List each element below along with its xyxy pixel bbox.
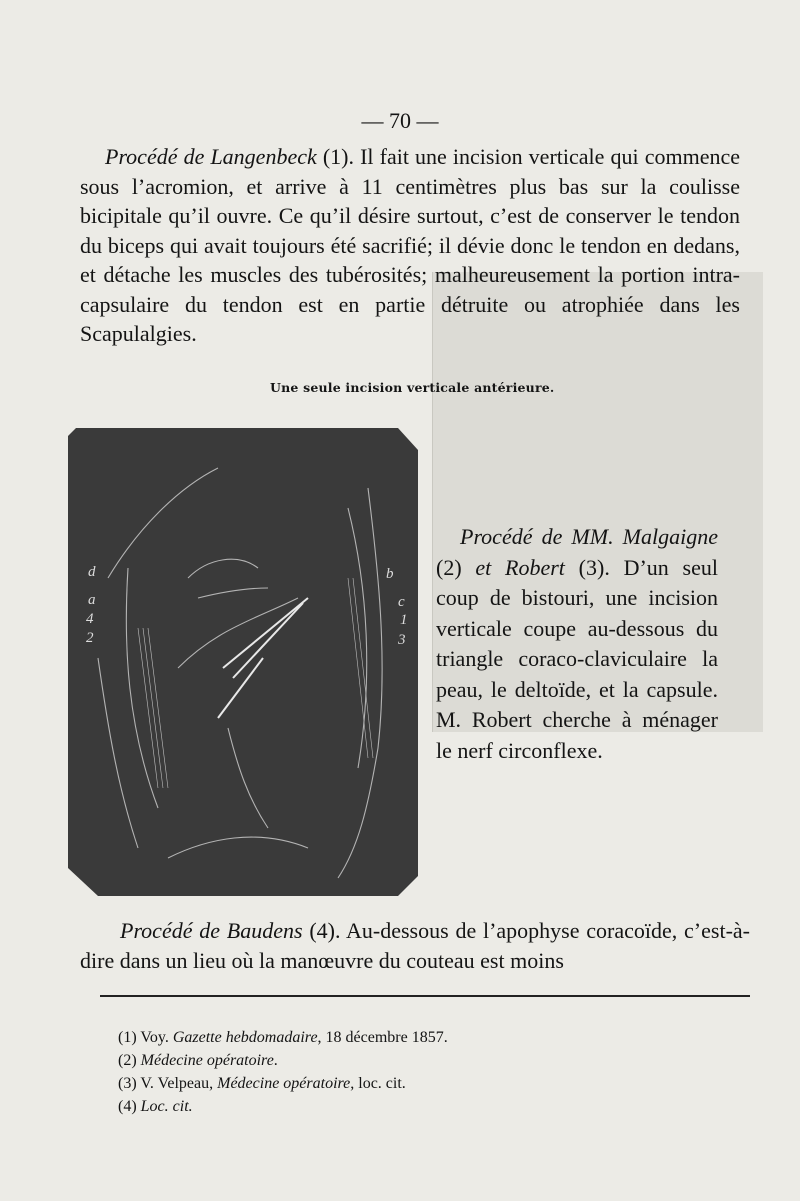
footnote-number: (1): [118, 1029, 137, 1046]
footnote-text: V. Velpeau,: [136, 1075, 218, 1092]
footnote-rule: [100, 995, 750, 997]
footnote-number: (4): [118, 1098, 137, 1115]
paragraph-baudens: [80, 916, 750, 975]
footnote-title: Loc. cit.: [140, 1098, 193, 1115]
footnote-text: .: [273, 1052, 278, 1069]
figure-letter: a: [88, 592, 96, 608]
anatomical-engraving: [68, 428, 420, 896]
paragraph-text: (4). Au-dessous de l’apophyse coracoïde, c’est-à-dire dans un lieu où la manœuvre du couteau est moins: [80, 918, 750, 973]
footnote: [118, 1095, 448, 1118]
paragraph-malgaigne-robert: [436, 522, 718, 766]
procedure-title: Procédé de Baudens: [120, 918, 303, 943]
footnote-text: , loc. cit.: [350, 1075, 406, 1092]
footnote-text: Voy.: [136, 1029, 173, 1046]
figure-letter: 1: [400, 612, 408, 628]
figure-letter: 3: [398, 632, 406, 648]
figure-letter: 2: [86, 630, 94, 646]
paragraph-langenbeck: [80, 142, 740, 349]
figure-letter: b: [386, 566, 394, 582]
procedure-title: Procédé de Langenbeck: [105, 144, 317, 169]
figure-letter: c: [398, 594, 405, 610]
procedure-title: et Robert: [475, 554, 565, 580]
page-number: — 70 —: [361, 108, 439, 133]
footnote-title: Médecine opératoire: [140, 1052, 274, 1069]
figure-caption: Une seule incision verticale antérieure.: [270, 380, 555, 395]
figure-letter: 4: [86, 611, 94, 627]
procedure-title: Procédé de MM. Malgaigne: [460, 524, 718, 549]
figure-letter: d: [88, 564, 96, 580]
footnotes: [118, 1026, 448, 1118]
paragraph-text: (1). Il fait une incision verticale qui commence sous l’acromion, et arrive à 11 centimètres plus bas sur la coulisse bicipitale qu’il ouvre. Ce qu’il désire surtout, c’est de conserver le tendon du biceps qui avait toujours été sacrifié; il dévie donc le tendon en dedans, et détache les muscles des tubérosités; malheureusement la portion intra-capsulaire du tendon est en partie détruite ou atrophiée dans les Scapulalgies.: [80, 144, 741, 346]
footnote-number: (2): [118, 1052, 137, 1069]
footnote-title: Médecine opératoire: [217, 1075, 351, 1092]
footnote: [118, 1049, 448, 1072]
footnote: [118, 1072, 448, 1095]
footnote: [118, 1026, 448, 1049]
footnote-number: (3): [118, 1075, 137, 1092]
footnote-title: Gazette hebdomadaire: [172, 1029, 318, 1046]
paragraph-text: (3). D’un seul coup de bistouri, une incision verticale coupe au-dessous du triangle coraco-claviculaire la peau, le deltoïde, et la capsule. M. Robert cherche à ménager le nerf circonflexe.: [436, 554, 718, 763]
paragraph-text: (2): [436, 554, 476, 580]
footnote-text: , 18 décembre 1857.: [317, 1029, 448, 1046]
